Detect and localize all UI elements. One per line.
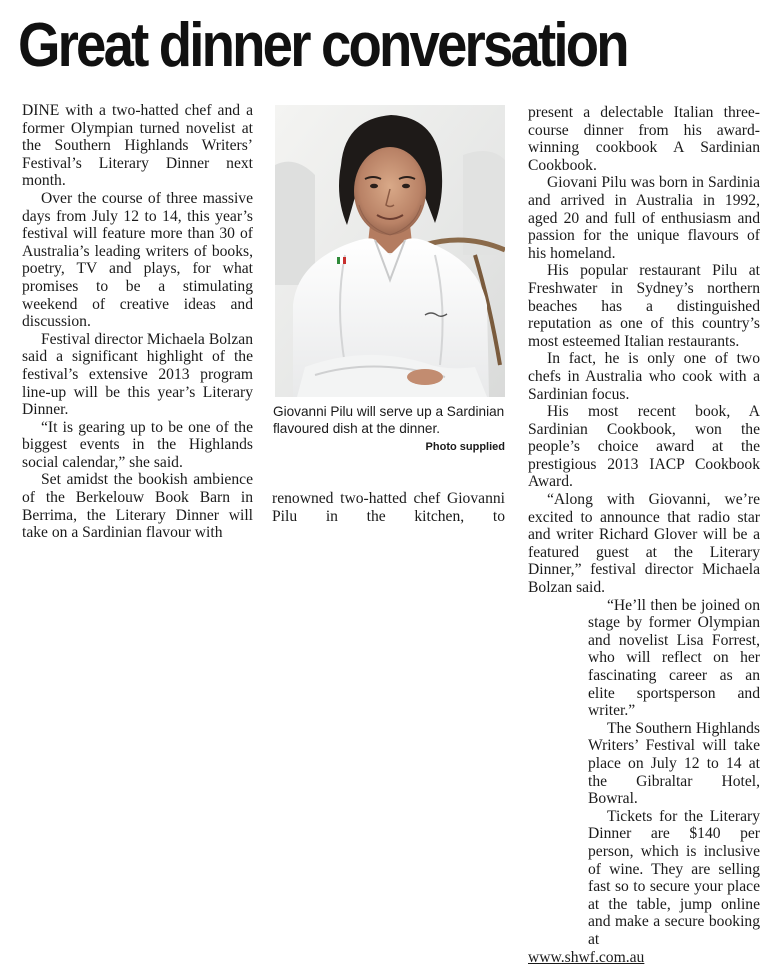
paragraph: DINE with a two-hatted chef and a former Olympian turned novelist at the Southern Highlands Writers’ Festival’s Literary Dinner next month. [22, 102, 253, 190]
paragraph: “It is gearing up to be one of the biggest events in the Highlands social calendar,” she said. [22, 419, 253, 472]
paragraph: Festival director Michaela Bolzan said a significant highlight of the festival’s extensive 2013 program line-up will be this year’s Literary Dinner. [22, 331, 253, 419]
headline: Great dinner conversation [18, 8, 678, 84]
article-column-1 [22, 102, 253, 542]
paragraph: Set amidst the bookish ambience of the Berkelouw Book Barn in Berrima, the Literary Dinner will take on a Sardinian flavour with [22, 471, 253, 541]
article-column-2 [272, 490, 505, 525]
paragraph: In fact, he is only one of two chefs in Australia who cook with a Sardinian focus. [528, 350, 760, 403]
chef-photo [275, 105, 505, 397]
paragraph: “Along with Giovanni, we’re excited to announce that radio star and writer Richard Glover will be a featured guest at the Literary Dinner,” festival director Michaela Bolzan said. [528, 491, 760, 597]
paragraph: Over the course of three massive days from July 12 to 14, this year’s festival will feature more than 30 of Australia’s leading writers of books, poetry, TV and plays, for what promises to be a stimulating weekend of creative ideas and discussion. [22, 190, 253, 331]
paragraph: His most recent book, A Sardinian Cookbook, won the people’s choice award at the prestigious 2013 IACP Cookbook Award. [528, 403, 760, 491]
paragraph: “He’ll then be joined on stage by former Olympian and novelist Lisa Forrest, who will reflect on her fascinating career as an elite sportsperson and writer.” [588, 597, 760, 720]
website-link[interactable]: www.shwf.com.au [528, 949, 760, 966]
photo-credit: Photo supplied [273, 441, 505, 454]
photo-caption: Giovanni Pilu will serve up a Sardinian flavoured dish at the dinner. [273, 403, 505, 437]
paragraph: His popular restaurant Pilu at Freshwater in Sydney’s northern beaches has a distinguished reputation as one of this country’s most esteemed Italian restaurants. [528, 262, 760, 350]
paragraph: Giovani Pilu was born in Sardinia and arrived in Australia in 1992, aged 20 and full of enthusiasm and passion for the unique flavours of his homeland. [528, 174, 760, 262]
paragraph: Tickets for the Literary Dinner are $140 per person, which is inclusive of wine. They are selling fast so to secure your place at the table, jump online and make a secure booking at [588, 808, 760, 949]
inset-block [558, 597, 760, 949]
paragraph: The Southern Highlands Writers’ Festival will take place on July 12 to 14 at the Gibraltar Hotel, Bowral. [588, 720, 760, 808]
paragraph: present a delectable Italian three-course dinner from his award-winning cookbook A Sardinian Cookbook. [528, 104, 760, 174]
paragraph: renowned two-hatted chef Giovanni Pilu in the kitchen, to [272, 490, 505, 525]
